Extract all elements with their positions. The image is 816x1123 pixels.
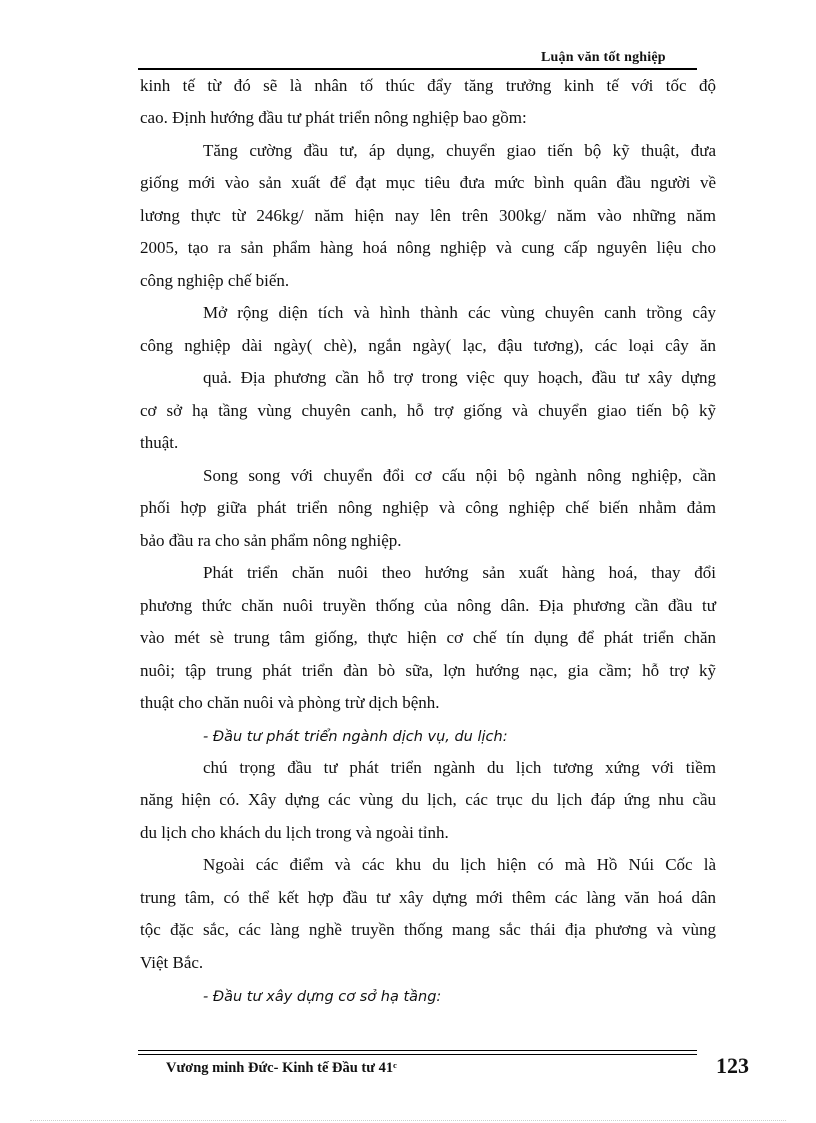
text-line: quả. Địa phương cần hỗ trợ trong việc quy hoạch, đầu tư xây dựng bbox=[203, 368, 716, 387]
text-line: nuôi; tập trung phát triển đàn bò sữa, lợn hướng nạc, gia cầm; hỗ trợ kỹ bbox=[140, 661, 716, 680]
page-number: 123 bbox=[716, 1053, 749, 1078]
text-line: phương thức chăn nuôi truyền thống của nông dân. Địa phương cần đầu tư bbox=[140, 596, 716, 615]
paragraph-first-line: chú trọng đầu tư phát triển ngành du lịch tương xứng với tiềm bbox=[203, 758, 716, 777]
text-line: công nghiệp dài ngày( chè), ngắn ngày( lạc, đậu tương), các loại cây ăn bbox=[140, 336, 716, 355]
footer-rule bbox=[138, 1054, 697, 1055]
section-subheading: - Đầu tư phát triển ngành dịch vụ, du lịch: bbox=[203, 729, 508, 745]
text-line: thuật cho chăn nuôi và phòng trừ dịch bệnh. bbox=[140, 693, 440, 712]
text-line: 2005, tạo ra sản phẩm hàng hoá nông nghiệp và cung cấp nguyên liệu cho bbox=[140, 238, 716, 257]
paragraph-first-line: Tăng cường đầu tư, áp dụng, chuyển giao tiến bộ kỹ thuật, đưa bbox=[203, 141, 716, 160]
footer-author: Vương minh Đức- Kinh tế Đầu tư 41ᶜ bbox=[166, 1060, 397, 1076]
text-line: thuật. bbox=[140, 433, 179, 452]
page-edge bbox=[30, 1120, 786, 1121]
text-line: trung tâm, có thể kết hợp đầu tư xây dựng mới thêm các làng văn hoá dân bbox=[140, 888, 716, 907]
text-line: công nghiệp chế biến. bbox=[140, 271, 290, 290]
paragraph-first-line: Song song với chuyển đổi cơ cấu nội bộ ngành nông nghiệp, cần bbox=[203, 466, 716, 485]
paragraph-first-line: Mở rộng diện tích và hình thành các vùng chuyên canh trồng cây bbox=[203, 303, 716, 322]
section-subheading: - Đầu tư xây dựng cơ sở hạ tầng: bbox=[203, 989, 442, 1005]
header-rule bbox=[138, 68, 697, 70]
text-line: tộc đặc sắc, các làng nghề truyền thống mang sắc thái địa phương và vùng bbox=[140, 920, 716, 939]
text-line: lương thực từ 246kg/ năm hiện nay lên trên 300kg/ năm vào những năm bbox=[140, 206, 716, 225]
text-line: Việt Bắc. bbox=[140, 953, 204, 972]
text-line: năng hiện có. Xây dựng các vùng du lịch, các trục du lịch đáp ứng nhu cầu bbox=[140, 790, 716, 809]
paragraph-first-line: Ngoài các điểm và các khu du lịch hiện có mà Hồ Núi Cốc là bbox=[203, 855, 716, 874]
paragraph-first-line: Phát triển chăn nuôi theo hướng sản xuất hàng hoá, thay đổi bbox=[203, 563, 716, 582]
text-line: phối hợp giữa phát triển nông nghiệp và công nghiệp chế biến nhằm đảm bbox=[140, 498, 716, 517]
text-line: du lịch cho khách du lịch trong và ngoài tỉnh. bbox=[140, 823, 449, 842]
text-line: cơ sở hạ tầng vùng chuyên canh, hỗ trợ giống và chuyển giao tiến bộ kỹ bbox=[140, 401, 716, 420]
text-line: kinh tế từ đó sẽ là nhân tố thúc đẩy tăng trưởng kinh tế với tốc độ bbox=[140, 76, 716, 95]
text-line: giống mới vào sản xuất để đạt mục tiêu đưa mức bình quân đầu người về bbox=[140, 173, 716, 192]
text-line: vào mét sè trung tâm giống, thực hiện cơ chế tín dụng để phát triển chăn bbox=[140, 628, 716, 647]
header-title: Luận văn tốt nghiệp bbox=[541, 50, 666, 65]
footer-rule bbox=[138, 1050, 697, 1051]
text-line: cao. Định hướng đầu tư phát triển nông nghiệp bao gồm: bbox=[140, 108, 527, 127]
text-line: bảo đầu ra cho sản phẩm nông nghiệp. bbox=[140, 531, 402, 550]
